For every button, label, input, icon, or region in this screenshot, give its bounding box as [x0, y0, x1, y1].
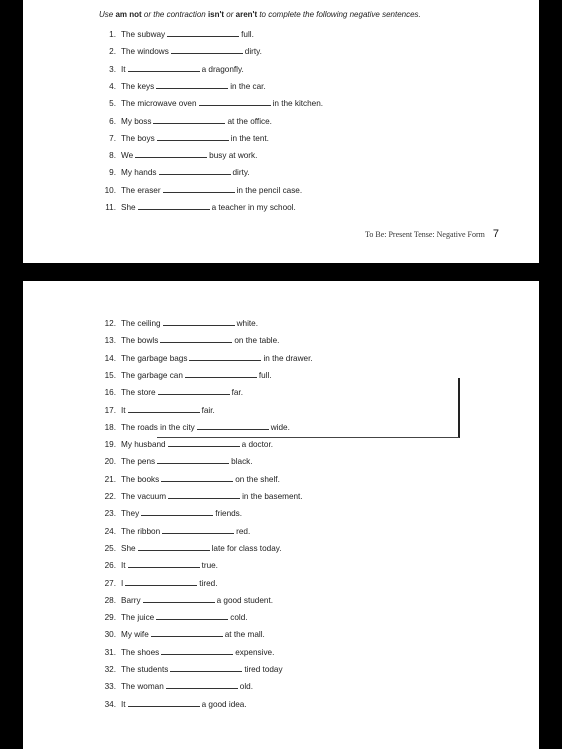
sentence-start: The windows — [121, 47, 169, 57]
exercise-item — [23, 422, 523, 434]
sentence-start: The ceiling — [121, 319, 161, 328]
page-footer — [365, 228, 499, 240]
exercise-item — [23, 185, 523, 197]
exercise-item — [23, 81, 523, 93]
sentence-end: true. — [201, 561, 218, 571]
sentence-start: The shoes — [121, 647, 160, 657]
sentence-end: white. — [236, 319, 258, 328]
sentence-start: The roads in the city — [121, 422, 195, 432]
item-number: 25. — [104, 543, 116, 553]
exercise-item — [23, 612, 523, 624]
item-number: 1. — [109, 30, 116, 39]
sentence-end: in the car. — [230, 81, 266, 91]
item-number: 9. — [109, 168, 116, 178]
sentence-end: busy at work. — [209, 151, 258, 161]
item-number: 20. — [104, 457, 116, 467]
sentence-end: friends. — [215, 509, 243, 519]
sentence-end: red. — [236, 526, 251, 536]
sentence-start: It — [121, 699, 126, 709]
exercise-item — [23, 150, 523, 162]
sentence-start: It — [121, 561, 126, 571]
sentence-start: The eraser — [121, 185, 161, 195]
item-number: 13. — [104, 336, 116, 346]
item-number: 23. — [104, 509, 116, 519]
answer-blank[interactable] — [168, 491, 240, 499]
exercise-item — [23, 353, 523, 365]
answer-blank[interactable] — [163, 185, 235, 193]
page-number: 7 — [492, 228, 499, 240]
answer-blank[interactable] — [167, 29, 239, 37]
sentence-start: I — [121, 578, 124, 588]
sentence-end: at the office. — [227, 116, 272, 126]
answer-blank[interactable] — [135, 150, 207, 158]
sentence-start: The store — [121, 388, 156, 398]
item-number: 14. — [104, 353, 116, 363]
exercise-item — [23, 98, 523, 110]
sentence-start: They — [121, 509, 140, 519]
answer-blank[interactable] — [157, 456, 229, 464]
answer-blank[interactable] — [158, 387, 230, 395]
item-number: 7. — [109, 133, 116, 143]
sentence-start: My husband — [121, 440, 166, 450]
sentence-end: in the drawer. — [263, 353, 313, 363]
sentence-start: My wife — [121, 630, 149, 640]
item-number: 11. — [105, 203, 116, 212]
exercise-item — [23, 405, 523, 417]
exercise-item — [23, 578, 523, 590]
sentence-end: a good idea. — [201, 699, 247, 709]
sentence-end: full. — [241, 30, 254, 39]
answer-blank[interactable] — [197, 422, 269, 430]
sentence-end: in the basement. — [242, 492, 303, 501]
item-number: 31. — [104, 647, 116, 657]
exercise-item — [23, 595, 523, 607]
answer-blank[interactable] — [156, 612, 228, 620]
item-number: 19. — [104, 440, 116, 450]
exercise-item — [23, 29, 523, 41]
item-number: 28. — [104, 595, 116, 605]
item-number: 26. — [104, 561, 116, 571]
exercise-item — [23, 46, 523, 58]
answer-blank[interactable] — [138, 543, 210, 551]
exercise-item — [23, 560, 523, 572]
item-number: 29. — [104, 613, 116, 623]
sentence-start: She — [121, 543, 136, 553]
exercise-item — [23, 681, 523, 693]
item-number: 33. — [104, 682, 116, 692]
sentence-start: The woman — [121, 682, 164, 692]
worksheet-page-2 — [23, 281, 539, 749]
exercise-item — [23, 318, 523, 330]
exercise-item — [23, 167, 523, 179]
sentence-start: The vacuum — [121, 492, 167, 501]
exercise-item — [23, 543, 523, 555]
answer-blank[interactable] — [159, 167, 231, 175]
sentence-start: My boss — [121, 116, 152, 126]
item-number: 27. — [104, 578, 116, 588]
sentence-end: fair. — [201, 405, 215, 415]
exercise-item — [23, 664, 523, 676]
sentence-end: dirty. — [232, 168, 250, 178]
sentence-end: on the shelf. — [235, 474, 280, 484]
marker-vertical-line — [458, 378, 460, 438]
sentence-end: old. — [239, 682, 253, 692]
footer-title: To Be: Present Tense: Negative Form — [365, 230, 485, 239]
item-number: 10. — [104, 185, 116, 195]
sentence-start: She — [121, 203, 136, 212]
exercise-item — [23, 370, 523, 382]
exercise-item — [23, 456, 523, 468]
answer-blank[interactable] — [138, 202, 210, 210]
sentence-end: at the mall. — [224, 630, 265, 640]
answer-blank[interactable] — [128, 64, 200, 72]
exercise-item — [23, 387, 523, 399]
sentence-end: in the pencil case. — [236, 185, 303, 195]
sentence-end: in the tent. — [230, 133, 269, 143]
answer-blank[interactable] — [170, 664, 242, 672]
answer-blank[interactable] — [151, 629, 223, 637]
sentence-start: The pens — [121, 457, 156, 467]
answer-blank[interactable] — [161, 474, 233, 482]
sentence-end: on the table. — [234, 336, 280, 346]
answer-blank[interactable] — [161, 647, 233, 655]
exercise-item — [23, 699, 523, 711]
item-number: 17. — [104, 405, 116, 415]
answer-blank[interactable] — [160, 335, 232, 343]
item-number: 32. — [104, 665, 116, 674]
sentence-start: It — [121, 405, 126, 415]
sentence-start: The bowls — [121, 336, 159, 346]
answer-blank[interactable] — [156, 81, 228, 89]
answer-blank[interactable] — [185, 370, 257, 378]
exercise-item — [23, 491, 523, 503]
answer-blank[interactable] — [171, 46, 243, 54]
sentence-end: late for class today. — [211, 543, 282, 553]
worksheet-page-1 — [23, 0, 539, 263]
exercise-item — [23, 335, 523, 347]
sentence-end: a good student. — [216, 595, 274, 605]
sentence-end: black. — [231, 457, 253, 467]
exercise-item — [23, 64, 523, 76]
sentence-end: tired. — [199, 578, 218, 588]
sentence-start: The garbage bags — [121, 353, 188, 363]
answer-blank[interactable] — [189, 353, 261, 361]
item-number: 24. — [104, 526, 116, 536]
answer-blank[interactable] — [162, 526, 234, 534]
item-number: 16. — [104, 388, 116, 398]
answer-blank[interactable] — [143, 595, 215, 603]
item-number: 5. — [109, 99, 116, 109]
answer-blank[interactable] — [166, 681, 238, 689]
sentence-end: in the kitchen. — [272, 99, 324, 109]
sentence-start: The microwave oven — [121, 99, 197, 109]
item-number: 22. — [104, 492, 116, 501]
item-number: 4. — [109, 81, 116, 91]
item-number: 2. — [109, 47, 116, 57]
sentence-end: cold. — [230, 613, 248, 623]
sentence-start: The subway — [121, 30, 166, 39]
item-number: 18. — [104, 422, 116, 432]
instructions: Use am not or the contraction isn't or aren't to complete the following negative sentences. — [99, 10, 421, 19]
answer-blank[interactable] — [163, 318, 235, 326]
exercise-item — [23, 439, 523, 451]
answer-blank[interactable] — [168, 439, 240, 447]
sentence-start: The keys — [121, 81, 155, 91]
sentence-start: My hands — [121, 168, 157, 178]
sentence-start: The books — [121, 474, 160, 484]
sentence-start: We — [121, 151, 134, 161]
exercise-item — [23, 647, 523, 659]
answer-blank[interactable] — [157, 133, 229, 141]
exercise-item — [23, 133, 523, 145]
exercise-item — [23, 116, 523, 128]
answer-blank[interactable] — [199, 98, 271, 106]
sentence-end: a teacher in my school. — [211, 203, 296, 212]
exercise-item — [23, 526, 523, 538]
item-number: 30. — [104, 630, 116, 640]
sentence-end: tired today — [244, 665, 283, 674]
answer-blank[interactable] — [141, 508, 213, 516]
sentence-end: a dragonfly. — [201, 64, 244, 74]
sentence-end: dirty. — [244, 47, 262, 57]
sentence-end: far. — [231, 388, 243, 398]
sentence-start: The ribbon — [121, 526, 161, 536]
sentence-start: The garbage can — [121, 370, 183, 380]
sentence-start: The juice — [121, 613, 155, 623]
item-number: 15. — [104, 370, 116, 380]
answer-blank[interactable] — [125, 578, 197, 586]
item-number: 6. — [109, 116, 116, 126]
sentence-end: expensive. — [235, 647, 275, 657]
answer-blank[interactable] — [153, 116, 225, 124]
item-number: 8. — [109, 151, 116, 161]
answer-blank[interactable] — [128, 560, 200, 568]
answer-blank[interactable] — [128, 405, 200, 413]
item-number: 21. — [104, 474, 116, 484]
sentence-start: Barry — [121, 595, 141, 605]
sentence-start: It — [121, 64, 126, 74]
exercise-item — [23, 474, 523, 486]
sentence-start: The boys — [121, 133, 155, 143]
marker-horizontal-line — [157, 437, 459, 438]
answer-blank[interactable] — [128, 699, 200, 707]
exercise-item — [23, 202, 523, 214]
exercise-item — [23, 508, 523, 520]
sentence-end: wide. — [270, 422, 290, 432]
item-number: 3. — [109, 64, 116, 74]
item-number: 34. — [104, 699, 116, 709]
sentence-end: a doctor. — [241, 440, 274, 450]
sentence-start: The students — [121, 665, 169, 674]
item-number: 12. — [104, 319, 116, 328]
sentence-end: full. — [258, 370, 272, 380]
exercise-item — [23, 629, 523, 641]
